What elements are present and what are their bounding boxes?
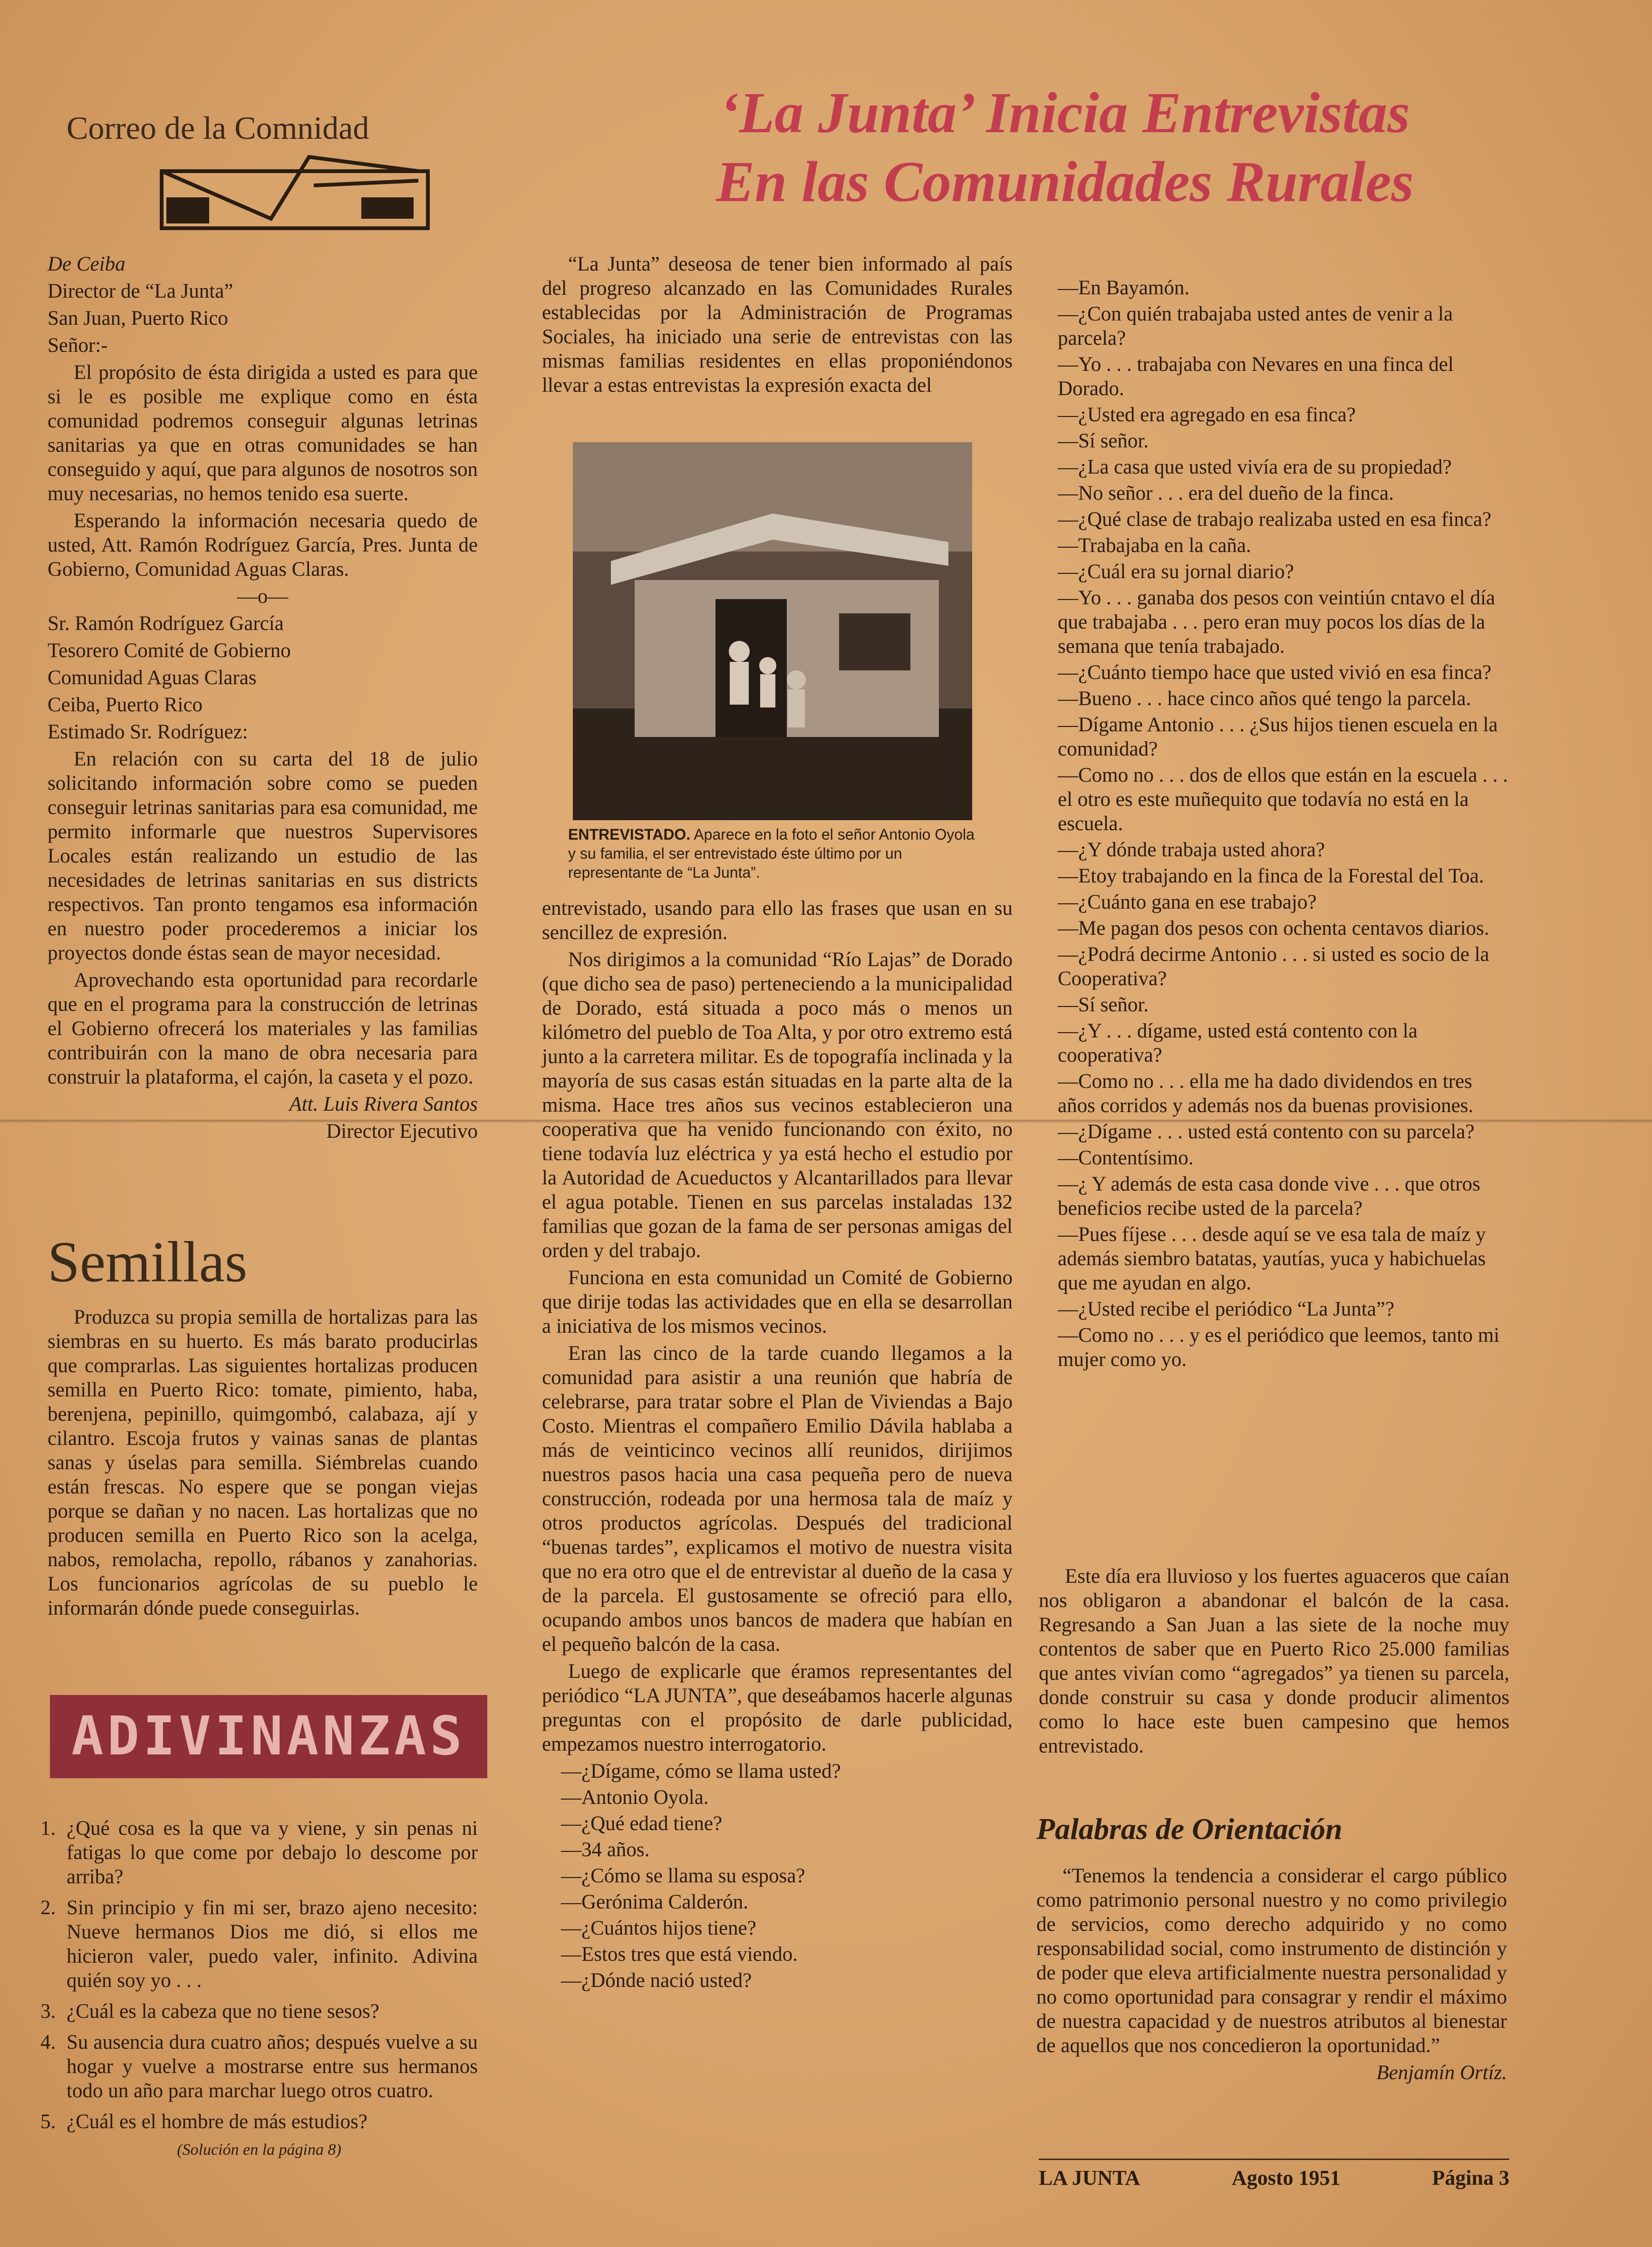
- reply-address-line: Comunidad Aguas Claras: [48, 667, 257, 689]
- dialogue-line: —No señor . . . era del dueño de la finca.: [1058, 482, 1394, 504]
- photo-caption: [568, 825, 977, 882]
- semillas-title: Semillas: [48, 1230, 248, 1294]
- article-paragraph: Funciona en esta comunidad un Comité de Gobierno que dirije todas las actividades que en ella se desarrollan a iniciativa de los mismos vecinos.: [542, 1267, 1013, 1337]
- article-paragraph: Luego de explicarle que éramos representantes del periódico “LA JUNTA”, que deseábamos hacerle algunas preguntas con el propósito de darle publicidad, empezamos nuestro interrogatorio.: [542, 1660, 1013, 1755]
- headline-line-2: En las Comunidades Rurales: [716, 150, 1414, 214]
- dialogue-line: —¿Cuál era su jornal diario?: [1058, 561, 1294, 583]
- dialogue-line: —¿Y . . . dígame, usted está contento con la cooperativa?: [1058, 1020, 1418, 1066]
- riddles-list: [40, 1816, 478, 2162]
- dialogue-line: —¿Dígame . . . usted está contento con su parcela?: [1058, 1121, 1475, 1143]
- dialogue-line: —Estos tres que está viendo.: [561, 1943, 798, 1966]
- palabras-quote: “Tenemos la tendencia a considerar el cargo público como patrimonio personal nuestro y no como privilegio de servicios, como derecho adquirido y no como responsabilidad social, como instrumento de distinción y de poder que eleva artificialmente nuestra personalidad y no como oportunidad para consagrar y rendir el máximo de nuestra capacidad y de nuestros atributos al bienestar de aquellos que nos concedieron la oportunidad.”: [1036, 1865, 1507, 2057]
- adivinanzas-title: ADIVINANZAS: [71, 1705, 466, 1767]
- dialogue-line: —Como no . . . y es el periódico que leemos, tanto mi mujer como yo.: [1058, 1324, 1500, 1371]
- dialogue-block-2: [1039, 276, 1509, 1374]
- article-intro: “La Junta” deseosa de tener bien informado al país del progreso alcanzado en las Comunidades Rurales establecidas por la Administración de Programas Sociales, ha iniciado una serie de entrevistas con las mismas familias residentes en ellas proponiéndonos llevar a estas entrevistas la expresión exacta del: [542, 253, 1013, 397]
- letter-address-line: San Juan, Puerto Rico: [48, 307, 228, 329]
- reply-address-line: Tesorero Comité de Gobierno: [48, 639, 291, 662]
- adivinanzas-banner: [50, 1695, 487, 1778]
- article-closing: [1039, 1564, 1509, 1761]
- letter-salutation: Señor:-: [48, 334, 108, 357]
- dialogue-line: —¿Con quién trabajaba usted antes de venir a la parcela?: [1058, 303, 1453, 349]
- dialogue-line: —¿Usted recibe el periódico “La Junta”?: [1058, 1298, 1394, 1320]
- dialogue-line: —Yo . . . trabajaba con Nevares en una finca del Dorado.: [1058, 353, 1454, 400]
- letter-paragraph: El propósito de ésta dirigida a usted es para que si le es posible me explique como en ésta comunidad podremos conseguir algunas letrinas sanitarias ya que en otras comunidades se han conseguido y aquí, que para algunos de nosotros son muy necesarias, no hemos tenido esa suerte.: [48, 361, 478, 505]
- reply-address-line: Ceiba, Puerto Rico: [48, 694, 203, 716]
- dialogue-line: —¿Usted era agregado en esa finca?: [1058, 404, 1356, 426]
- footer-page-number: Página 3: [1432, 2166, 1509, 2189]
- headline-line-1: ‘La Junta’ Inicia Entrevistas: [720, 81, 1410, 145]
- caption-label: ENTREVISTADO.: [568, 826, 691, 843]
- reply-salutation: Estimado Sr. Rodríguez:: [48, 721, 248, 743]
- dialogue-line: —¿Cuántos hijos tiene?: [561, 1917, 756, 1939]
- page-footer: [1039, 2159, 1509, 2190]
- semillas-paragraph: Produzca su propia semilla de hortalizas para las siembras en su huerto. Es más barato producirlas que comprarlas. Las siguientes hortalizas producen semilla en Puerto Rico: tomate, pimiento, haba, berenjena, pepinillo, quimgombó, calabaza, ají y cilantro. Escoja frutos y vainas sanas de plantas sanas y úselas para semilla. Siémbrelas cuando están frescas. No espere que se pongan viejas porque se dañan y no nacen. Las hortalizas que no producen semilla en Puerto Rico son la acelga, nabos, remolacha, repollo, rábanos y zanahorias. Los funcionarios agrícolas de su pueblo le informarán dónde puede conseguirlas.: [48, 1306, 478, 1619]
- dialogue-line: —¿Cuánto tiempo hace que usted vivió en esa finca?: [1058, 661, 1492, 684]
- dialogue-line: —¿Cómo se llama su esposa?: [561, 1865, 805, 1887]
- article-column-2: [542, 252, 1013, 436]
- riddle-item: 2. Sin principio y fin mi ser, brazo ajeno necesito: Nueve hermanos Dios me dió, si ellos me hicieron valer, puedo valer, infinito. Adivina quién soy yo . . .: [40, 1897, 478, 1992]
- dialogue-line: —¿Y dónde trabaja usted ahora?: [1058, 839, 1325, 861]
- riddle-item: 3. ¿Cuál es la cabeza que no tiene sesos?: [40, 2000, 379, 2023]
- dialogue-line: —¿Cuánto gana en ese trabajo?: [1058, 891, 1317, 913]
- article-column-2-body: [542, 896, 1013, 1995]
- riddle-solution-note: (Solución en la página 8): [177, 2141, 341, 2159]
- footer-date: Agosto 1951: [1231, 2166, 1341, 2189]
- footer-paper-name: LA JUNTA: [1039, 2166, 1140, 2189]
- headline: [542, 78, 1588, 216]
- dialogue-line: —¿Qué clase de trabajo realizaba usted en esa finca?: [1058, 508, 1492, 531]
- dialogue-line: —¿Podrá decirme Antonio . . . si usted es socio de la Cooperativa?: [1058, 943, 1489, 990]
- house-photo-image: [573, 442, 972, 820]
- letter-origin: De Ceiba: [48, 253, 126, 275]
- interview-photo: [573, 442, 972, 820]
- article-paragraph: Nos dirigimos a la comunidad “Río Lajas” de Dorado (que dicho sea de paso) perteneciendo a la municipalidad de Dorado, está situada a poco más o menos un kilómetro del pueblo de Toa Alta, y por otro extremo está junto a la carretera militar. Es de topografía inclinada y la mayoría de sus casas están situadas en la parte alta de la misma. Hace tres años sus vecinos establecieron una cooperativa que ha venido funcionando con éxito, no tiene todavía luz eléctrica y ya está hecho el estudio por la Autoridad de Acueductos y Alcantarillados para llevar el agua potable. Tienen en sus parcelas instaladas 132 familias que gozan de la fama de ser personas amigas del orden y del trabajo.: [542, 949, 1013, 1262]
- dialogue-line: —¿ Y además de esta casa donde vive . . . que otros beneficios recibe usted de la parcela?: [1058, 1173, 1480, 1220]
- correo-section-title: Correo de la Comnidad: [67, 110, 369, 146]
- dialogue-line: —Pues fíjese . . . desde aquí se ve esa tala de maíz y además siembro batatas, yautías, yuca y habichuelas que me ayudan en algo.: [1058, 1223, 1486, 1294]
- dialogue-line: —¿Dígame, cómo se llama usted?: [561, 1760, 841, 1782]
- palabras-author: Benjamín Ortíz.: [1376, 2062, 1507, 2084]
- dialogue-line: —Me pagan dos pesos con ochenta centavos diarios.: [1058, 917, 1489, 939]
- riddle-item: 4. Su ausencia dura cuatro años; después vuelve a su hogar y vuelve a mostrarse entre sus hermanos todo un año para marchar luego otros cuatro.: [40, 2031, 478, 2102]
- caption-text: Aparece en la foto el señor Antonio Oyola y su familia, el ser entrevistado éste último por un representante de “La Junta”.: [568, 826, 975, 881]
- letter-address-line: Director de “La Junta”: [48, 280, 233, 302]
- dialogue-line: —Dígame Antonio . . . ¿Sus hijos tienen escuela en la comunidad?: [1058, 714, 1498, 760]
- envelope-icon: [152, 152, 437, 233]
- semillas-body: [48, 1305, 478, 1623]
- riddle-item: 1. ¿Qué cosa es la que va y viene, y sin penas ni fatigas lo que come por debajo lo descome por arriba?: [40, 1817, 478, 1888]
- palabras-title: Palabras de Orientación: [1036, 1812, 1343, 1846]
- dialogue-line: —34 años.: [561, 1839, 650, 1861]
- dialogue-line: —Yo . . . ganaba dos pesos con veintiún cntavo el día que trabajaba . . . pero eran muy pocos los días de la semana que tenía trabajado.: [1058, 587, 1495, 658]
- reply-signature: Att. Luis Rivera Santos: [289, 1093, 478, 1115]
- dialogue-line: —¿Dónde nació usted?: [561, 1969, 752, 1992]
- riddle-item: 5. ¿Cuál es el hombre de más estudios?: [40, 2111, 367, 2133]
- reply-paragraph: Aprovechando esta oportunidad para recordarle que en el programa para la construcción de letrinas el Gobierno ofrecerá los materiales y las familias contribuirán con la mano de obra necesaria para construir la plataforma, el cajón, la caseta y el pozo.: [48, 969, 478, 1088]
- dialogue-line: —Antonio Oyola.: [561, 1786, 709, 1809]
- dialogue-line: —Como no . . . dos de ellos que están en la escuela . . . el otro es este muñequito que todavía no está en la escuela.: [1058, 764, 1508, 835]
- article-paragraph: Eran las cinco de la tarde cuando llegamos a la comunidad para asistir a una reunión que habría de celebrarse, para tratar sobre el Plan de Viviendas a Bajo Costo. Mientras el compañero Emilio Dávila hablaba a más de veinticinco vecinos allí reunidos, dirijimos nuestros pasos hacia una casa pequeña pero de nueva construcción, rodeada por una hermosa tala de maíz y otros productos agrícolas. Después del tradicional “buenas tardes”, explicamos el motivo de nuestra visita que no era otro que el de entrevistar al dueño de la casa y de la parcela. El gustosamente se ofreció para ello, ocupando ambos unos bancos de madera que habían en el pequeño balcón de la casa.: [542, 1342, 1013, 1656]
- palabras-body: [1036, 1864, 1507, 2088]
- article-paragraph: entrevistado, usando para ello las frases que usan en su sencillez de expresión.: [542, 897, 1013, 944]
- dialogue-line: —Bueno . . . hace cinco años qué tengo la parcela.: [1058, 688, 1471, 710]
- reply-signature-title: Director Ejecutivo: [326, 1120, 478, 1143]
- letter-paragraph: Esperando la información necesaria quedo de usted, Att. Ramón Rodríguez García, Pres. Junta de Gobierno, Comunidad Aguas Claras.: [48, 510, 478, 581]
- dialogue-line: —Como no . . . ella me ha dado dividendos en tres años corridos y además nos da buenas provisiones.: [1058, 1070, 1474, 1117]
- letter-separator: —o—: [237, 585, 289, 608]
- correo-letters: [48, 252, 478, 1146]
- dialogue-line: —Contentísimo.: [1058, 1147, 1194, 1169]
- dialogue-line: —Etoy trabajando en la finca de la Forestal del Toa.: [1058, 865, 1484, 887]
- dialogue-line: —¿La casa que usted vivía era de su propiedad?: [1058, 456, 1452, 478]
- dialogue-line: —Sí señor.: [1058, 994, 1149, 1016]
- dialogue-line: —En Bayamón.: [1058, 277, 1190, 299]
- dialogue-block-1: [542, 1759, 1013, 1993]
- dialogue-line: —Trabajaba en la caña.: [1058, 534, 1251, 557]
- dialogue-line: —Sí señor.: [1058, 430, 1149, 452]
- closing-paragraph: Este día era lluvioso y los fuertes aguaceros que caían nos obligaron a abandonar el balcón de la casa. Regresando a San Juan a las siete de la noche muy contentos de saber que en Puerto Rico 25.000 familias que antes vivían como “agregados” ya tienen su parcela, donde construir su casa y donde producir alimentos como lo hace este buen campesino que hemos entrevistado.: [1039, 1565, 1509, 1757]
- dialogue-line: —¿Qué edad tiene?: [561, 1812, 723, 1835]
- dialogue-line: —Gerónima Calderón.: [561, 1891, 749, 1913]
- reply-address-line: Sr. Ramón Rodríguez García: [48, 612, 284, 635]
- reply-paragraph: En relación con su carta del 18 de julio solicitando información sobre como se pueden conseguir letrinas sanitarias para esa comunidad, me permito informarle que nuestros Supervisores Locales están realizando un estudio de las necesidades de letrinas sanitarias en sus districts respectivos. Tan pronto tengamos esa información en nuestro poder procederemos a iniciar los proyectos donde éstas sean de mayor necesidad.: [48, 748, 478, 964]
